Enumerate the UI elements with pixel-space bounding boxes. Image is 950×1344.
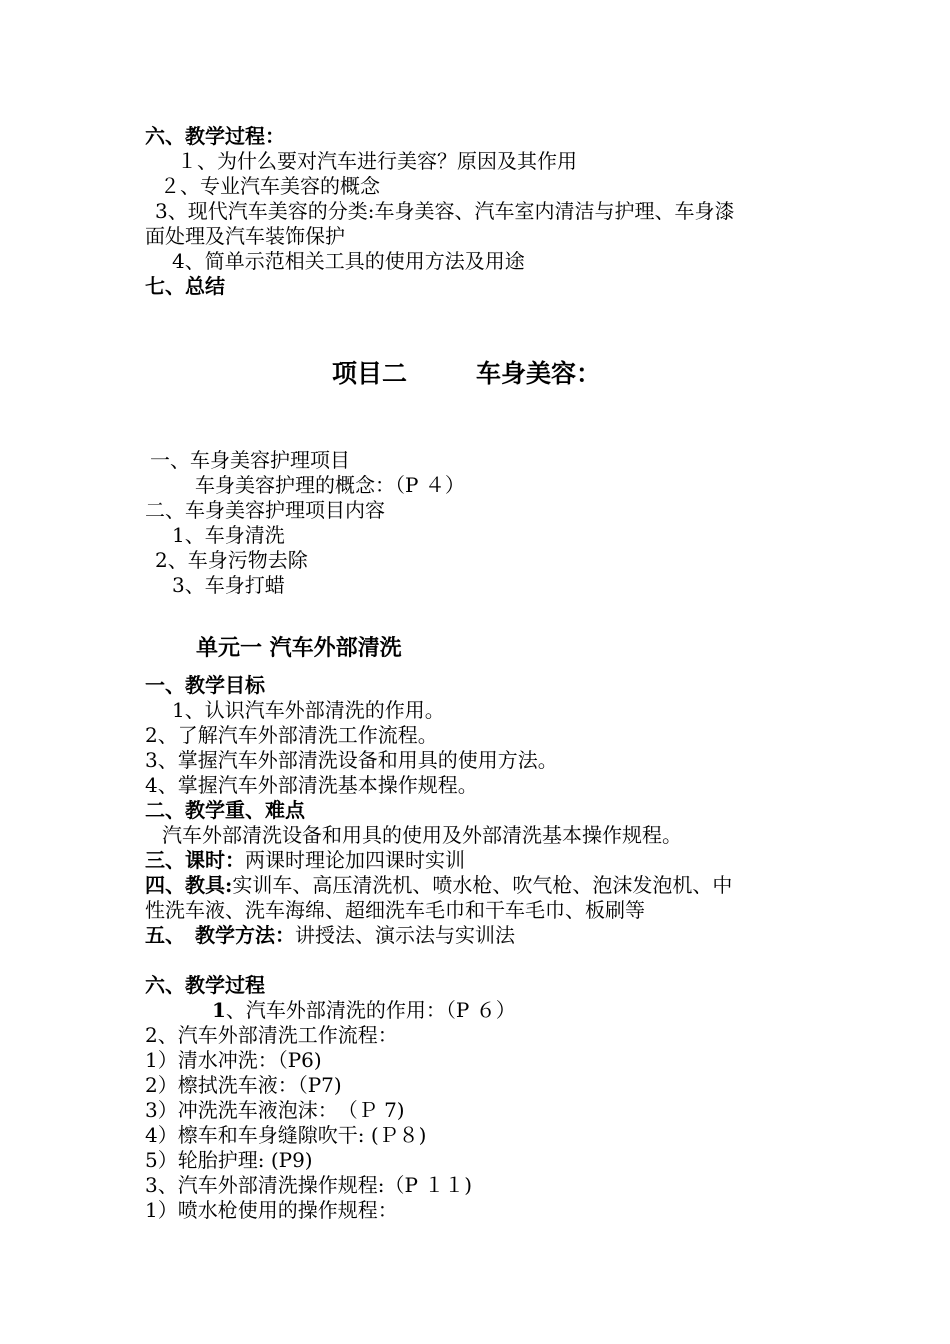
step-2: 2、汽车外部清洗工作流程： bbox=[145, 1023, 398, 1047]
step-2-sub-4: 4）檫车和车身缝隙吹干: (Ｐ８) bbox=[145, 1123, 427, 1147]
project-title-number: 项目二 bbox=[332, 359, 408, 388]
heading-teaching-methods: 五、 教学方法： bbox=[145, 923, 295, 947]
teaching-methods-text: 讲授法、演示法与实训法 bbox=[295, 923, 515, 947]
step-2-sub-3: 3）冲洗洗车液泡沫： （Ｐ 7) bbox=[145, 1098, 405, 1122]
step-3-sub-1: 1）喷水枪使用的操作规程： bbox=[145, 1198, 398, 1222]
goal-2: 2、了解汽车外部清洗工作流程。 bbox=[145, 723, 438, 747]
process-item-2: ２、专业汽车美容的概念 bbox=[160, 174, 380, 198]
heading-teaching-goals: 一、教学目标 bbox=[145, 673, 265, 697]
heading-summary: 七、总结 bbox=[145, 274, 225, 298]
heading-teaching-process: 六、教学过程： bbox=[145, 124, 285, 148]
step-1 bbox=[212, 998, 516, 1023]
heading-teaching-tools: 四、教具: bbox=[145, 873, 233, 897]
heading-teaching-process-2: 六、教学过程 bbox=[145, 973, 265, 997]
teaching-methods-row bbox=[145, 923, 515, 948]
step-2-sub-5: 5）轮胎护理: (P9) bbox=[145, 1148, 313, 1172]
process-item-1: １、为什么要对汽车进行美容？原因及其作用 bbox=[177, 149, 577, 173]
goal-1: 1、认识汽车外部清洗的作用。 bbox=[172, 698, 445, 722]
step-3: 3、汽车外部清洗操作规程:（P １１) bbox=[145, 1173, 473, 1197]
step-2-sub-2: 2）檫拭洗车液：（P7) bbox=[145, 1073, 342, 1097]
class-hours-text: 两课时理论加四课时实训 bbox=[245, 848, 465, 872]
project-subitem-2: 2、车身污物去除 bbox=[155, 548, 308, 572]
step-1-number: 1 bbox=[212, 998, 226, 1022]
goal-4: 4、掌握汽车外部清洗基本操作规程。 bbox=[145, 773, 478, 797]
project-item-2: 二、车身美容护理项目内容 bbox=[145, 498, 385, 522]
heading-class-hours: 三、课时： bbox=[145, 848, 245, 872]
class-hours-row bbox=[145, 848, 465, 873]
project-subitem-3: 3、车身打蜡 bbox=[172, 573, 285, 597]
project-item-1: 一、车身美容护理项目 bbox=[150, 448, 350, 472]
process-item-3b: 面处理及汽车装饰保护 bbox=[145, 224, 345, 248]
process-item-3a: 3、现代汽车美容的分类:车身美容、汽车室内清洁与护理、车身漆 bbox=[155, 199, 735, 223]
step-2-sub-1: 1）清水冲洗：（P6) bbox=[145, 1048, 322, 1072]
project-title-name: 车身美容： bbox=[476, 359, 602, 388]
heading-key-points: 二、教学重、难点 bbox=[145, 798, 305, 822]
unit-title: 单元一 汽车外部清洗 bbox=[196, 635, 402, 661]
project-subitem-1: 1、车身清洗 bbox=[172, 523, 285, 547]
teaching-tools-text: 实训车、高压清洗机、喷水枪、吹气枪、泡沫发泡机、中 bbox=[232, 873, 733, 897]
process-item-4: 4、简单示范相关工具的使用方法及用途 bbox=[172, 249, 525, 273]
key-points-text: 汽车外部清洗设备和用具的使用及外部清洗基本操作规程。 bbox=[162, 823, 682, 847]
project-item-1-concept: 车身美容护理的概念：（P ４） bbox=[195, 473, 465, 497]
teaching-tools-text-cont: 性洗车液、洗车海绵、超细洗车毛巾和干车毛巾、板刷等 bbox=[145, 898, 645, 922]
teaching-tools-row bbox=[145, 873, 732, 898]
step-1-text: 、汽车外部清洗的作用：（P ６） bbox=[225, 998, 516, 1022]
goal-3: 3、掌握汽车外部清洗设备和用具的使用方法。 bbox=[145, 748, 558, 772]
